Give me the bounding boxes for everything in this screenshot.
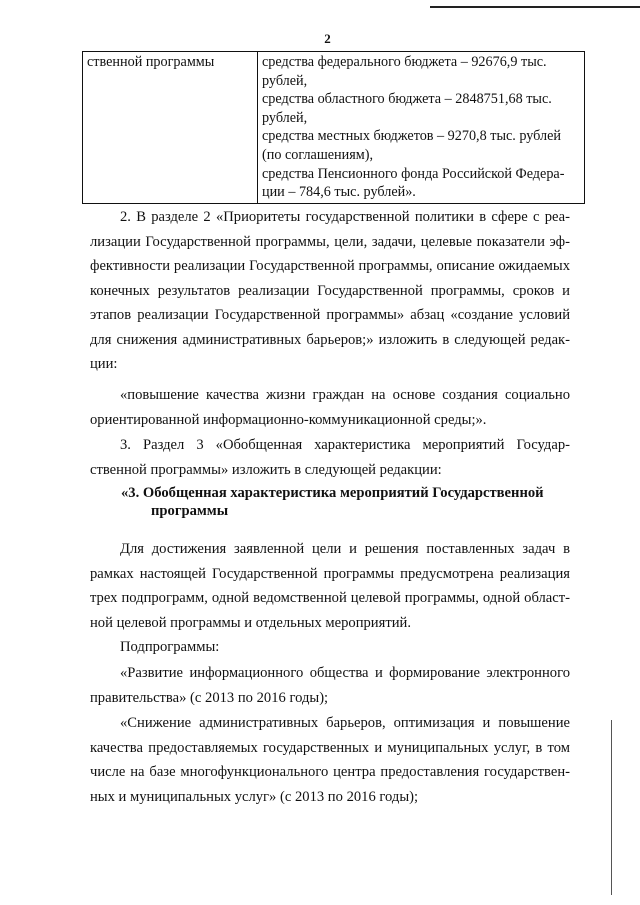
text-line: конечных результатов реализации Государственной программы, сроков и bbox=[90, 282, 570, 299]
text-line: «повышение качества жизни граждан на основе создания социально bbox=[120, 387, 570, 403]
funding-line: средства местных бюджетов – 9270,8 тыс. рублей bbox=[262, 128, 562, 145]
funding-line: рублей, bbox=[262, 109, 308, 126]
funding-line: (по соглашениям), bbox=[262, 146, 374, 163]
table-cell-funding bbox=[258, 52, 585, 204]
paragraph-subprograms-label bbox=[90, 635, 570, 660]
text-line: ной целевой программы и отдельных мероприятий. bbox=[90, 614, 411, 631]
text-line: ственной программы» изложить в следующей редакции: bbox=[90, 461, 442, 478]
paragraph-section2-amendment bbox=[90, 205, 570, 377]
scan-edge-line bbox=[611, 720, 612, 895]
funding-line: средства федерального бюджета – 92676,9 тыс. bbox=[262, 54, 547, 70]
text-line: 3. Раздел 3 «Обобщенная характеристика мероприятий Государ- bbox=[120, 437, 570, 453]
text-line: Подпрограммы: bbox=[120, 639, 220, 655]
text-line: лизации Государственной программы, цели, задачи, целевые показатели эф- bbox=[90, 233, 570, 250]
text-line: качества предоставляемых государственных и муниципальных услуг, в том bbox=[90, 739, 570, 756]
text-line: «Снижение административных барьеров, оптимизация и повышение bbox=[120, 715, 570, 731]
paragraph-section3-amendment bbox=[90, 433, 570, 482]
paragraph-subprogram-1 bbox=[90, 661, 570, 710]
funding-line: рублей, bbox=[262, 72, 308, 89]
text-line: трех подпрограмм, одной ведомственной целевой программы, одной област- bbox=[90, 590, 570, 606]
scan-edge-line bbox=[430, 6, 640, 8]
table-cell-program: ственной программы bbox=[83, 52, 258, 204]
paragraph-new-wording bbox=[90, 383, 570, 432]
text-line: Для достижения заявленной цели и решения поставленных задач в bbox=[120, 541, 570, 557]
text-line: фективности реализации Государственной программы, описание ожидаемых bbox=[90, 258, 570, 274]
funding-line: средства Пенсионного фонда Российской Федера- bbox=[262, 165, 565, 182]
text-line: «Развитие информационного общества и формирование электронного bbox=[120, 665, 570, 681]
page-number: 2 bbox=[324, 31, 331, 46]
table-row bbox=[83, 52, 585, 204]
text-line: ции: bbox=[90, 356, 118, 372]
text-line: правительства» (с 2013 по 2016 годы); bbox=[90, 689, 329, 706]
text-line: рамках настоящей Государственной программы предусмотрена реализация bbox=[90, 565, 570, 582]
text-line: ных и муниципальных услуг» (с 2013 по 2016 годы); bbox=[90, 788, 419, 805]
text-line: для снижения административных барьеров;» изложить в следующей редак- bbox=[90, 331, 570, 348]
heading-line: программы bbox=[151, 503, 229, 519]
section-heading bbox=[121, 484, 571, 520]
text-line: числе на базе многофункционального центра предоставления государствен- bbox=[90, 764, 570, 780]
paragraph-goal bbox=[90, 537, 570, 635]
funding-line: ции – 784,6 тыс. рублей». bbox=[262, 184, 416, 201]
paragraph-subprogram-2 bbox=[90, 711, 570, 809]
heading-line: «3. Обобщенная характеристика мероприятий Государственной bbox=[121, 485, 544, 501]
budget-table bbox=[82, 51, 585, 204]
funding-line: средства областного бюджета – 2848751,68 тыс. bbox=[262, 91, 552, 108]
text-line: этапов реализации Государственной программы» абзац «создание условий bbox=[90, 307, 570, 323]
text-line: ориентированной информационно-коммуникационной среды;». bbox=[90, 411, 487, 428]
text-line: 2. В разделе 2 «Приоритеты государственной политики в сфере с реа- bbox=[120, 209, 570, 225]
